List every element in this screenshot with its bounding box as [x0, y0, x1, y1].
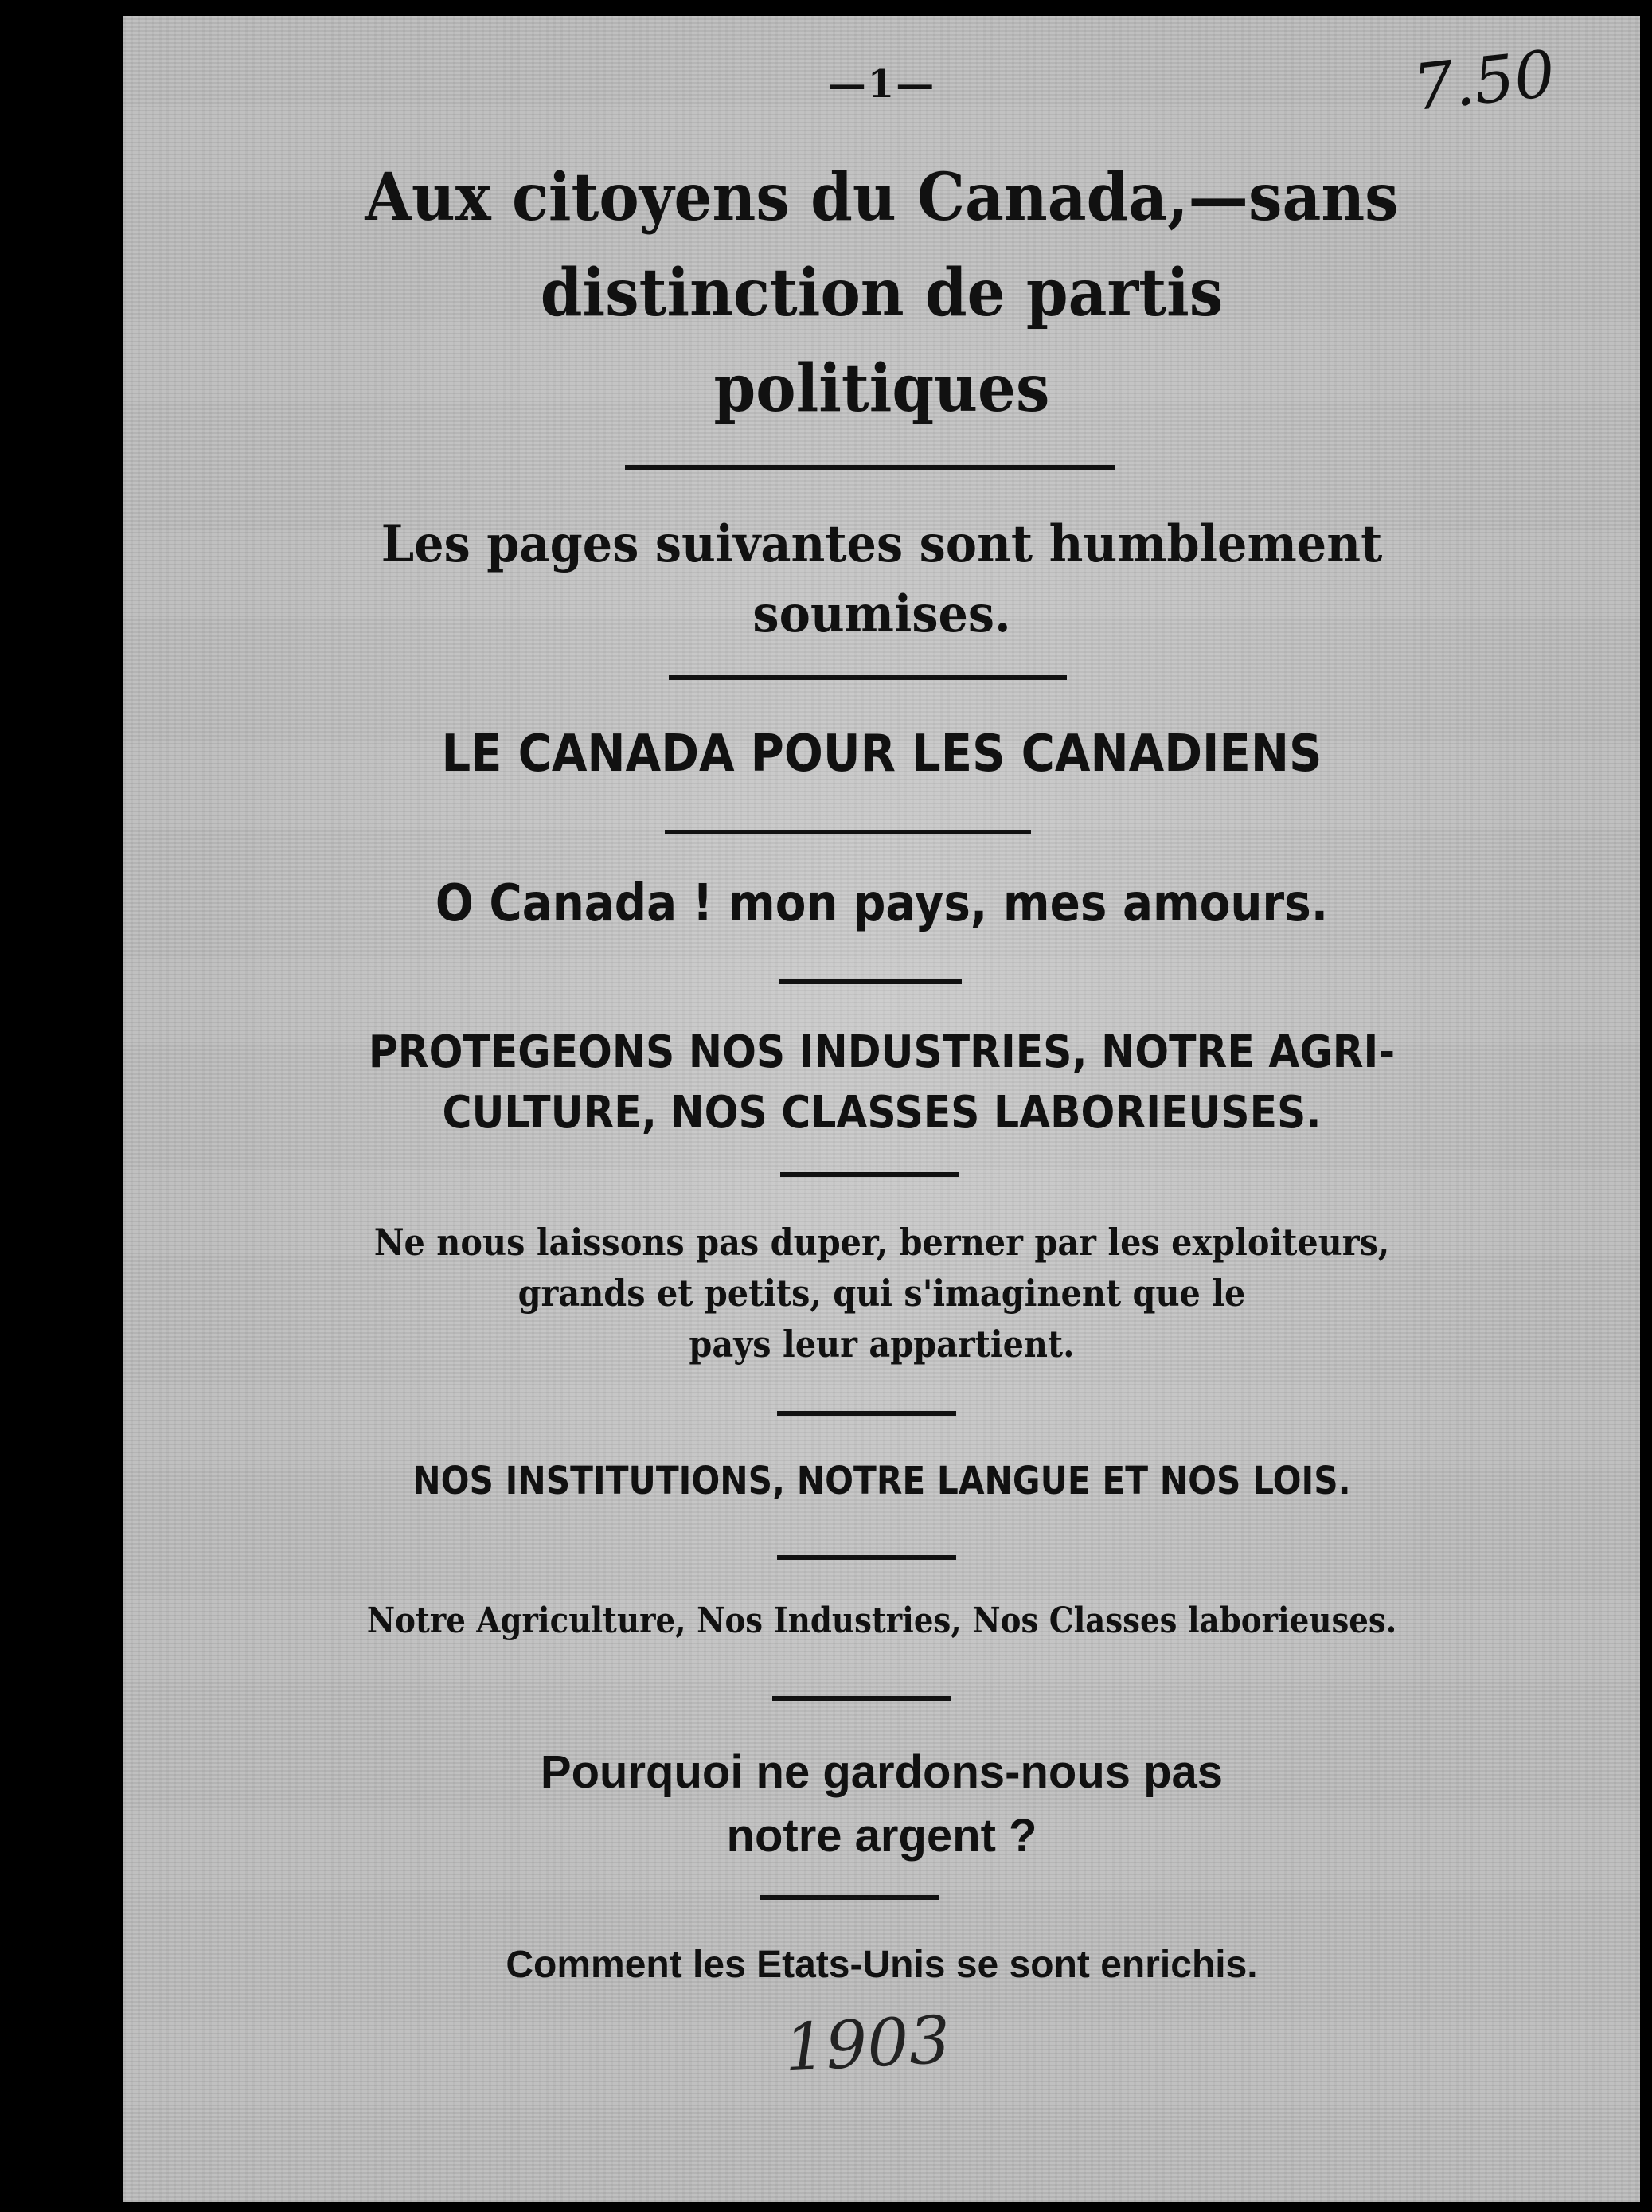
question-line: Pourquoi ne gardons-nous pas — [540, 1746, 1224, 1798]
page-title — [184, 150, 1580, 436]
closing-line: Comment les Etats-Unis se sont enrichis. — [506, 1944, 1258, 1986]
warning-line: grands et petits, qui s'imaginent que le — [517, 1272, 1246, 1315]
subtitle-line: soumises. — [752, 584, 1011, 644]
protect-line: PROTEGEONS NOS INDUSTRIES, NOTRE AGRI- — [368, 1026, 1396, 1078]
slogan-canada: LE CANADA POUR LES CANADIENS — [441, 725, 1322, 784]
divider — [625, 465, 1115, 470]
divider — [665, 830, 1031, 834]
divider — [780, 1172, 959, 1177]
agriculture-line: Notre Agriculture, Nos Industries, Nos Classes laborieuses. — [366, 1600, 1397, 1641]
question-line: notre argent ? — [726, 1810, 1037, 1862]
institutions-line: NOS INSTITUTIONS, NOTRE LANGUE ET NOS LOIS. — [412, 1459, 1351, 1503]
divider — [760, 1895, 939, 1900]
warning-line: Ne nous laissons pas duper, berner par les exploiteurs, — [373, 1221, 1390, 1264]
title-line: distinction de partis — [540, 255, 1224, 331]
divider — [779, 979, 962, 984]
divider — [777, 1411, 956, 1416]
divider — [669, 675, 1067, 680]
divider — [772, 1696, 951, 1701]
handwritten-price-note: 7.50 — [1409, 36, 1559, 126]
warning-line: pays leur appartient. — [689, 1323, 1075, 1366]
question-heading — [123, 1741, 1640, 1868]
protect-line: CULTURE, NOS CLASSES LABORIEUSES. — [442, 1087, 1322, 1139]
divider — [777, 1555, 956, 1560]
anthem-line: O Canada ! mon pays, mes amours. — [435, 874, 1329, 933]
subtitle-line: Les pages suivantes sont humblement — [381, 514, 1383, 574]
handwritten-year: 1903 — [782, 2002, 953, 2087]
page-number: —1— — [827, 62, 936, 107]
warning-paragraph — [199, 1217, 1564, 1370]
protect-slogan — [199, 1022, 1564, 1143]
subtitle — [184, 510, 1580, 650]
title-line: Aux citoyens du Canada,—sans — [365, 159, 1399, 236]
title-line: politiques — [713, 350, 1050, 427]
